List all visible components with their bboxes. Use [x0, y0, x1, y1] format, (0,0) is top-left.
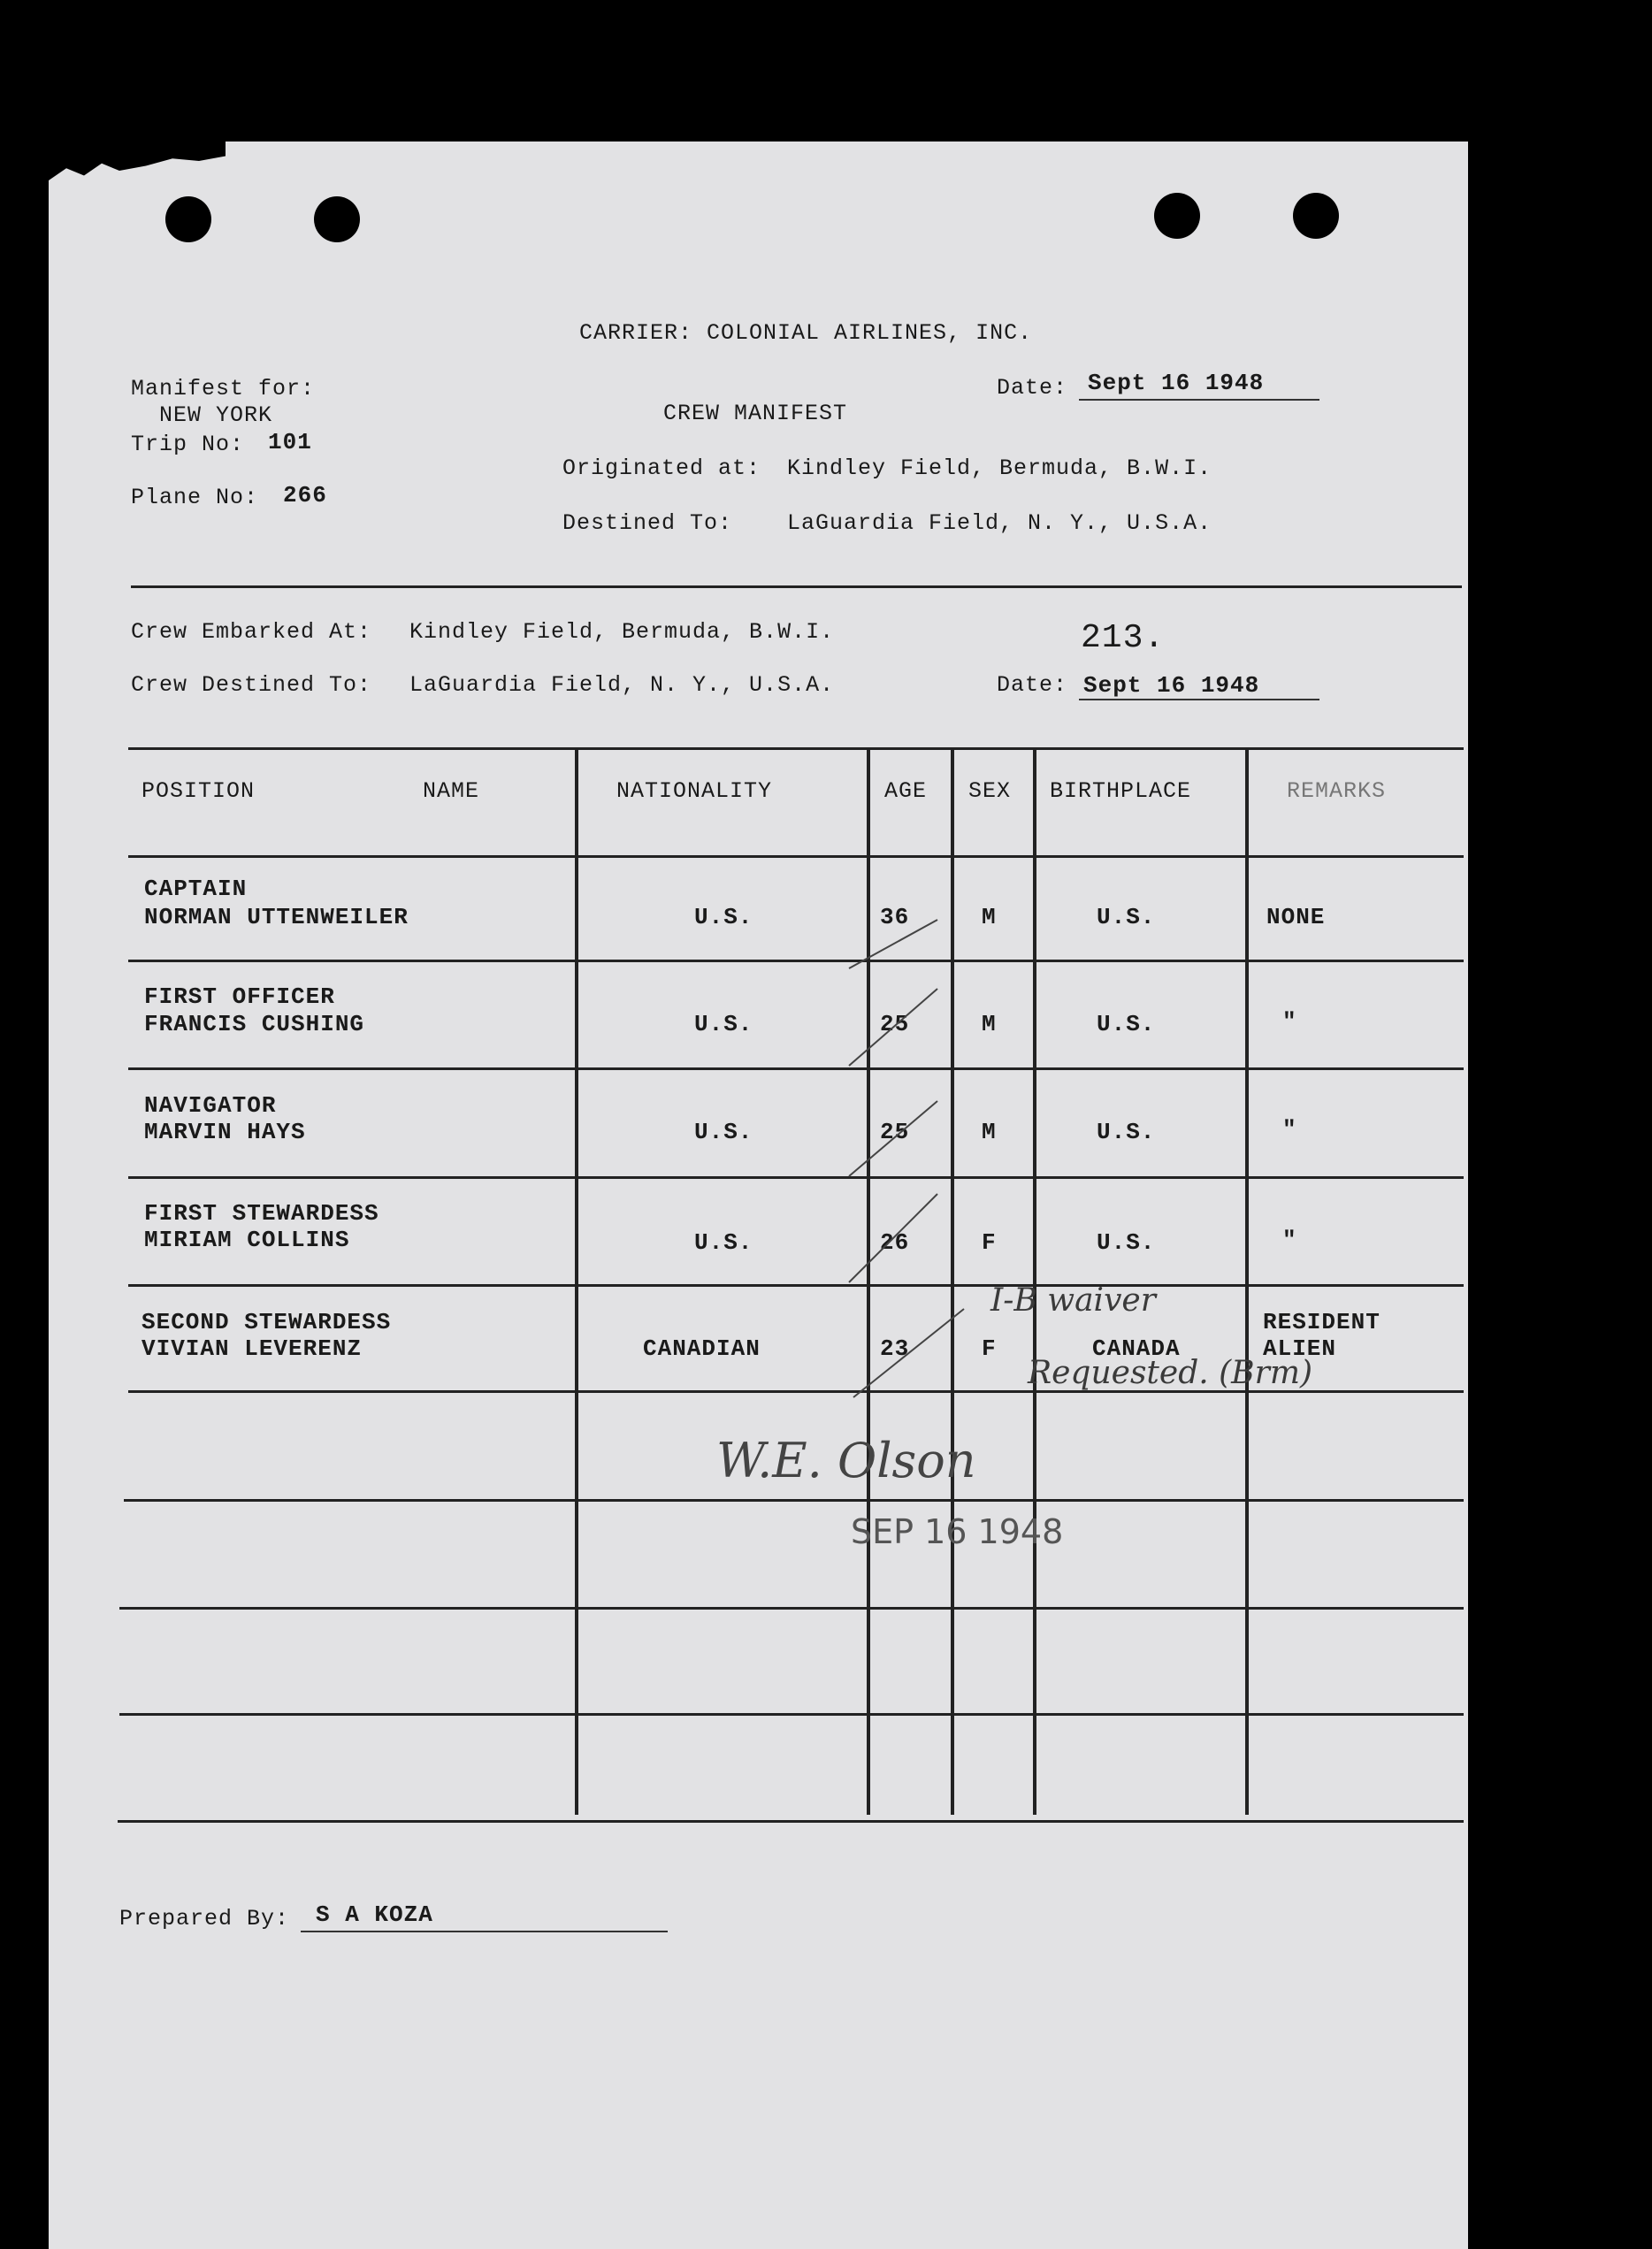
punch-hole: [1293, 193, 1339, 239]
check-mark-last: [849, 1291, 990, 1406]
row-remarks-line2: ALIEN: [1263, 1335, 1337, 1362]
page-title: CREW MANIFEST: [663, 401, 848, 426]
crew-destined-label: Crew Destined To:: [131, 672, 372, 698]
row-rule: [119, 1607, 1464, 1610]
check-mark: [849, 1101, 937, 1176]
row-name: FRANCIS CUSHING: [144, 1011, 365, 1037]
check-mark: [849, 920, 937, 968]
crew-date-label: Date:: [997, 672, 1068, 698]
col-header-sex: SEX: [968, 778, 1012, 804]
row-birthplace: U.S.: [1097, 904, 1156, 930]
row-remarks: RESIDENT: [1263, 1309, 1380, 1335]
row-rule: [119, 1713, 1464, 1716]
row-position: NAVIGATOR: [144, 1092, 277, 1119]
carrier-line: CARRIER: COLONIAL AIRLINES, INC.: [579, 320, 1033, 346]
originated-label: Originated at:: [562, 455, 761, 481]
plane-label: Plane No:: [131, 485, 259, 510]
check-mark: [849, 1194, 937, 1282]
check-mark: [849, 989, 937, 1066]
row-position: CAPTAIN: [144, 876, 248, 902]
check-marks: [840, 884, 999, 1291]
row-name: MIRIAM COLLINS: [144, 1227, 350, 1253]
header-rule: [128, 855, 1464, 858]
trip-label: Trip No:: [131, 432, 245, 457]
row-rule: [128, 960, 1464, 962]
prepared-by-label: Prepared By:: [119, 1906, 290, 1932]
punch-hole: [1154, 193, 1200, 239]
row-rule: [128, 1067, 1464, 1070]
row-name: MARVIN HAYS: [144, 1119, 306, 1145]
crew-date-value: Sept 16 1948: [1083, 672, 1260, 699]
col-header-birthplace: BIRTHPLACE: [1050, 778, 1192, 804]
col-header-position: POSITION: [141, 778, 256, 804]
crew-embarked-label: Crew Embarked At:: [131, 619, 372, 645]
col-header-nationality: NATIONALITY: [616, 778, 773, 804]
row-age: 36: [880, 904, 910, 930]
destined-label: Destined To:: [562, 510, 733, 536]
crew-number: 213.: [1081, 619, 1166, 657]
prepared-by-value: S A KOZA: [316, 1901, 433, 1928]
row-position: FIRST STEWARDESS: [144, 1200, 379, 1227]
row-remarks: ": [1282, 1116, 1297, 1143]
row-position: FIRST OFFICER: [144, 983, 335, 1010]
punch-hole: [165, 196, 211, 242]
column-divider: [1245, 749, 1249, 1815]
row-nationality: CANADIAN: [643, 1335, 761, 1362]
table-bottom-rule: [118, 1820, 1464, 1823]
col-header-name: NAME: [423, 778, 480, 804]
trip-value: 101: [268, 429, 312, 455]
date-underline: [1079, 399, 1319, 401]
row-nationality: U.S.: [694, 904, 753, 930]
row-age: 26: [880, 1229, 910, 1256]
row-sex: F: [982, 1335, 997, 1362]
row-name: NORMAN UTTENWEILER: [144, 904, 409, 930]
row-nationality: U.S.: [694, 1229, 753, 1256]
col-header-age: AGE: [884, 778, 928, 804]
signature: W.E. Olson: [716, 1433, 976, 1488]
row-rule: [128, 1284, 1464, 1287]
manifest-for-value: NEW YORK: [159, 402, 273, 428]
crew-embarked-value: Kindley Field, Bermuda, B.W.I.: [409, 619, 835, 645]
date-value: Sept 16 1948: [1088, 370, 1265, 396]
row-sex: M: [982, 1011, 997, 1037]
handwritten-note-line1: I-B waiver: [990, 1282, 1156, 1319]
row-age: 23: [880, 1335, 910, 1362]
row-birthplace: U.S.: [1097, 1119, 1156, 1145]
prepared-by-underline: [301, 1931, 668, 1932]
manifest-for-label: Manifest for:: [131, 376, 316, 402]
punch-hole: [314, 196, 360, 242]
date-label: Date:: [997, 375, 1068, 401]
row-remarks: ": [1282, 1008, 1297, 1035]
row-nationality: U.S.: [694, 1011, 753, 1037]
destined-value: LaGuardia Field, N. Y., U.S.A.: [787, 510, 1212, 536]
row-sex: M: [982, 1119, 997, 1145]
section-divider: [131, 585, 1462, 588]
row-sex: F: [982, 1229, 997, 1256]
originated-value: Kindley Field, Bermuda, B.W.I.: [787, 455, 1212, 481]
table-top-rule: [128, 747, 1464, 750]
row-rule: [128, 1176, 1464, 1179]
row-nationality: U.S.: [694, 1119, 753, 1145]
crew-destined-value: LaGuardia Field, N. Y., U.S.A.: [409, 672, 835, 698]
column-divider: [575, 749, 578, 1815]
row-birthplace: U.S.: [1097, 1011, 1156, 1037]
row-name: VIVIAN LEVERENZ: [141, 1335, 363, 1362]
row-sex: M: [982, 904, 997, 930]
row-birthplace: U.S.: [1097, 1229, 1156, 1256]
row-birthplace: CANADA: [1092, 1335, 1181, 1362]
plane-value: 266: [283, 482, 327, 509]
handwritten-note-line2: Requested. (Brm): [1028, 1355, 1313, 1391]
crew-date-underline: [1079, 699, 1319, 700]
row-rule: [124, 1499, 1464, 1502]
row-remarks: NONE: [1266, 904, 1326, 930]
row-age: 25: [880, 1119, 910, 1145]
row-position: SECOND STEWARDESS: [141, 1309, 392, 1335]
row-age: 25: [880, 1011, 910, 1037]
col-header-remarks: REMARKS: [1287, 778, 1387, 804]
date-stamp: SEP 16 1948: [851, 1512, 1064, 1551]
row-remarks: ": [1282, 1227, 1297, 1253]
